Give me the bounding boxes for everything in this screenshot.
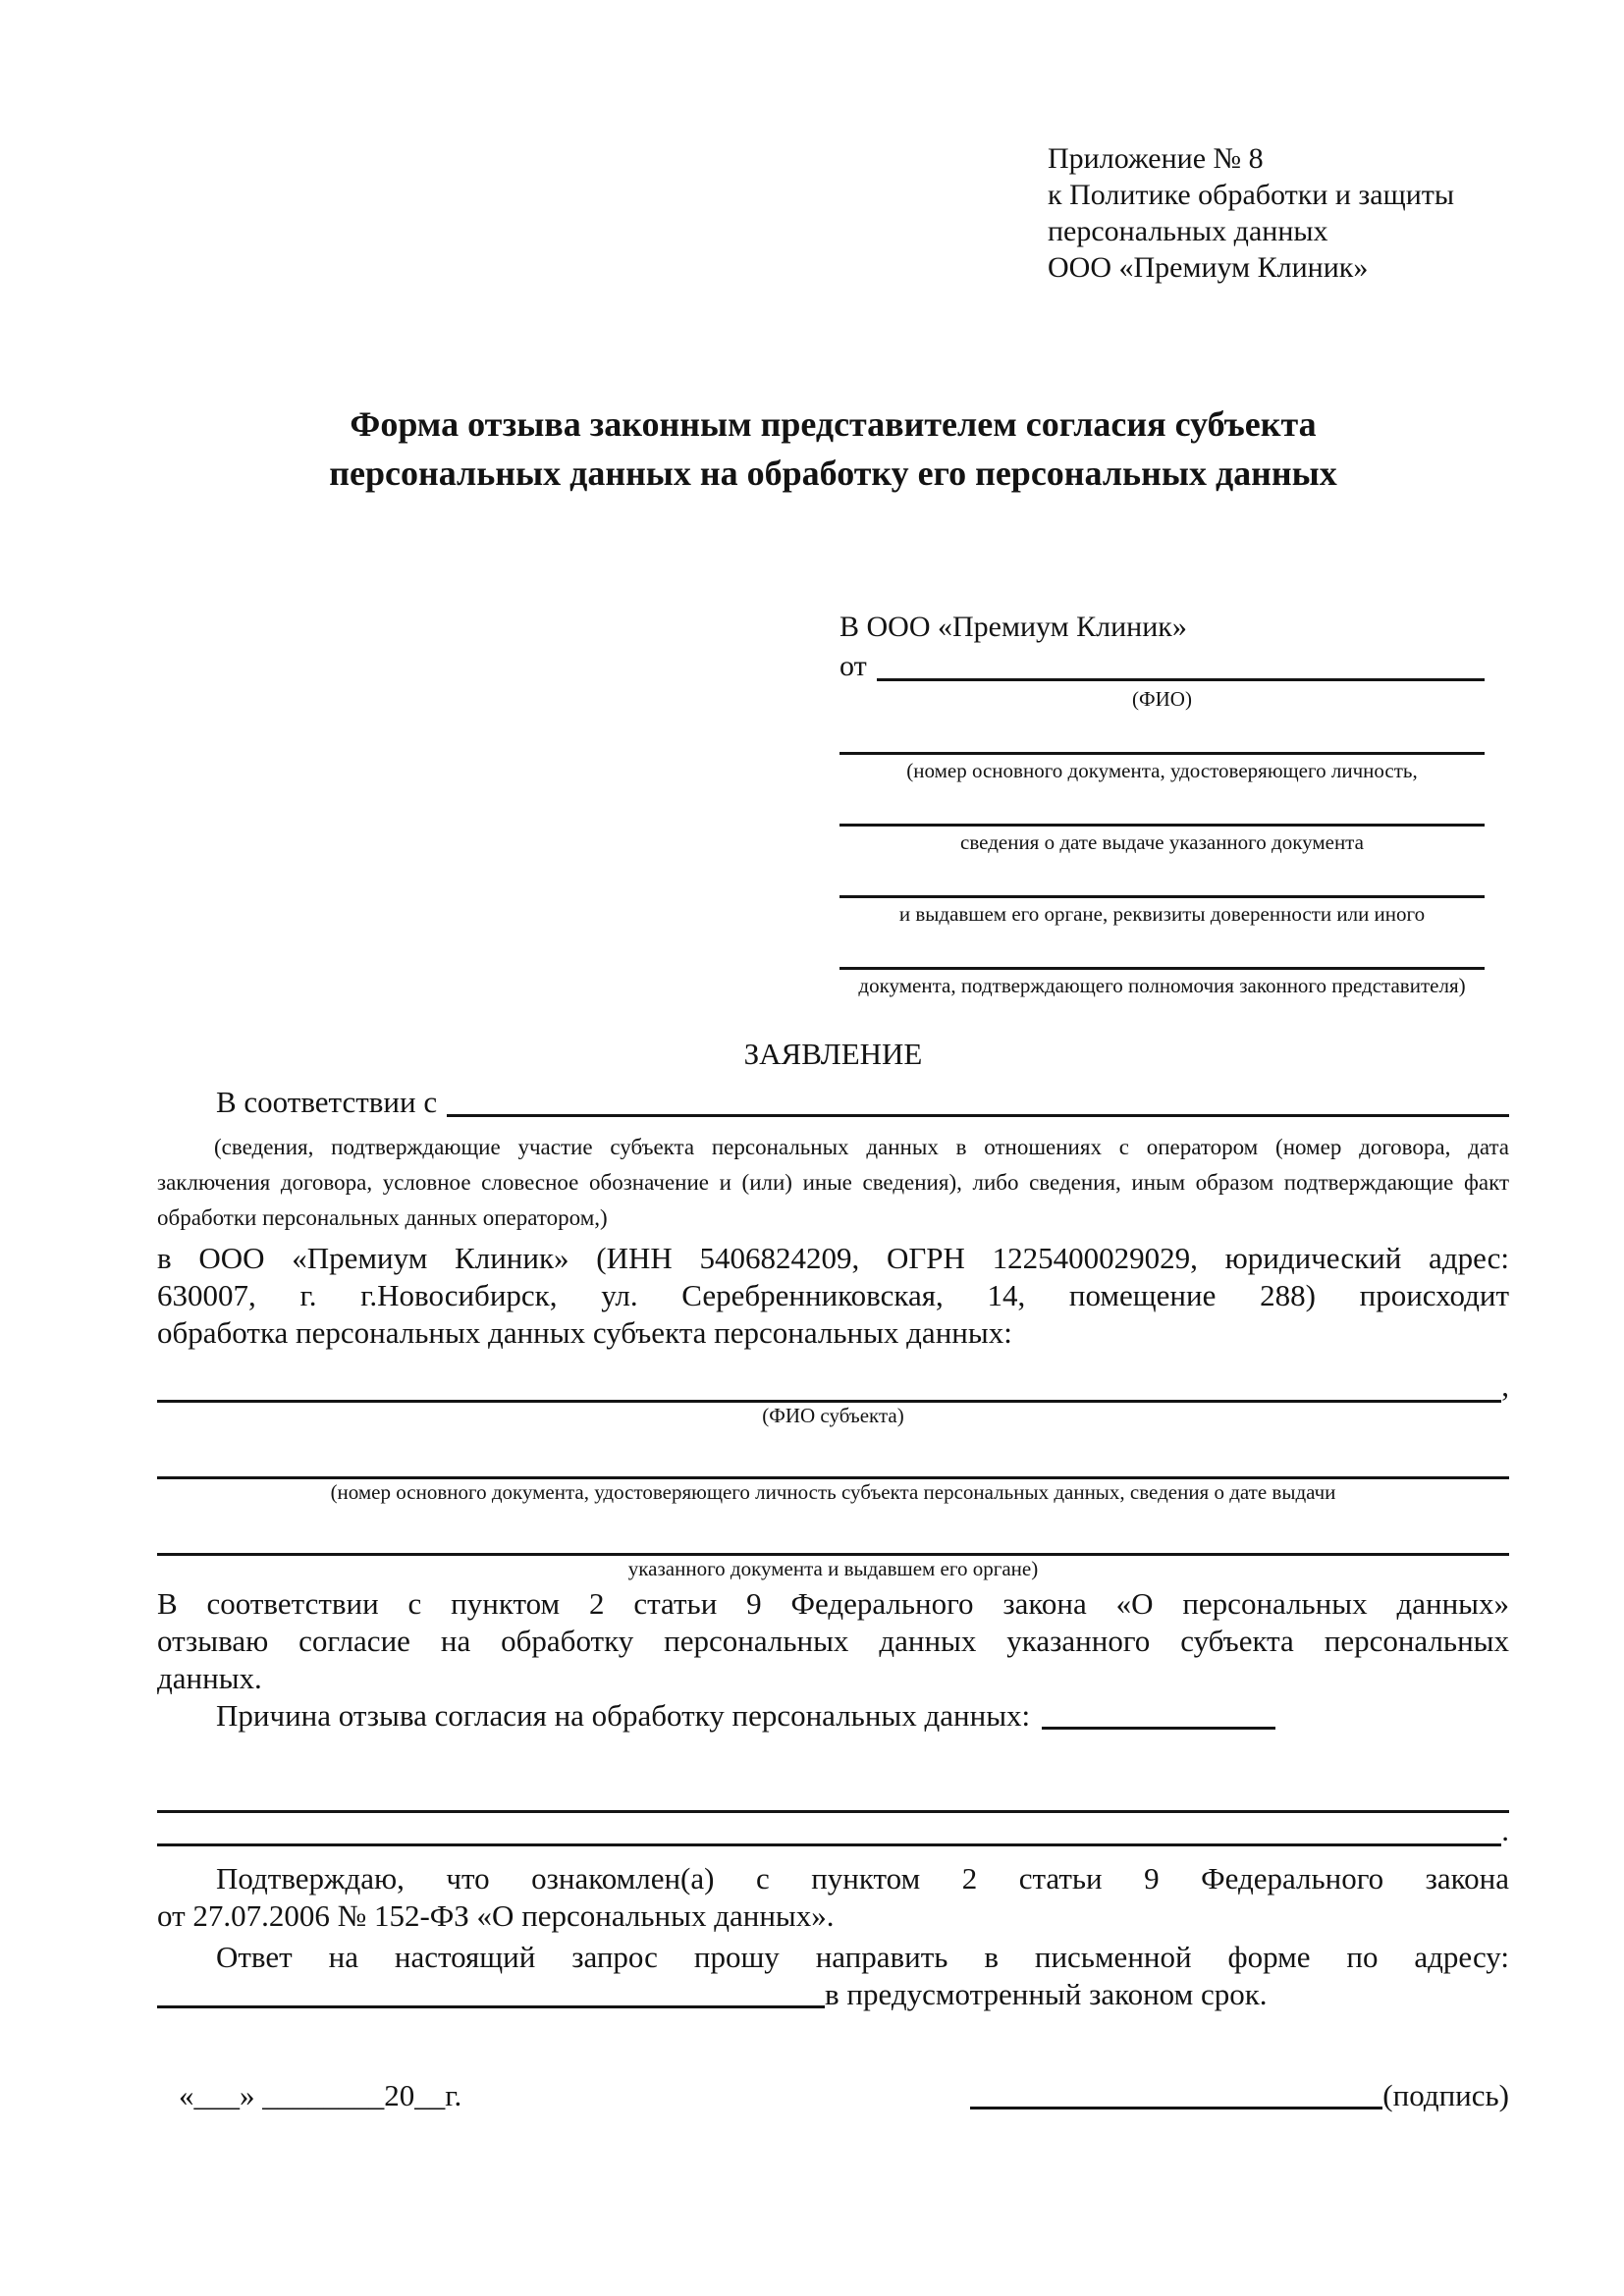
intro-label: В соответствии с — [216, 1085, 438, 1119]
subject-fio-caption: (ФИО субъекта) — [762, 1404, 904, 1427]
intro-row — [157, 1083, 1509, 1122]
blank-caption: документа, подтверждающего полномочия законного представителя) — [858, 974, 1466, 997]
subject-authority-caption: указанного документа и выдавшем его органе) — [627, 1557, 1039, 1580]
blank-line — [157, 1444, 1509, 1479]
blank-line — [839, 938, 1485, 970]
addressee-block — [839, 608, 1485, 998]
subject-authority-row — [157, 1521, 1509, 1556]
paragraph-line: Ответ на настоящий запрос прошу направить в письменной форме по адресу: — [216, 1940, 1509, 1974]
blank-caption: (номер основного документа, удостоверяющего личность, — [906, 759, 1418, 782]
paragraph-line: В соответствии с пунктом 2 статьи 9 Федерального закона «О персональных данных» — [157, 1586, 1509, 1621]
paragraph-line: Подтверждаю, что ознакомлен(а) с пунктом 2 статьи 9 Федерального закона — [216, 1861, 1509, 1896]
operator-paragraph — [157, 1240, 1509, 1352]
intro-caption-paragraph — [157, 1130, 1509, 1236]
paragraph-line: отзываю согласие на обработку персональных данных указанного субъекта персональных — [157, 1624, 1509, 1658]
signature-caption: (подпись) — [1382, 2078, 1509, 2112]
blank-line — [839, 795, 1485, 827]
issue-date-row — [839, 795, 1485, 855]
addressee-from-row — [839, 647, 1485, 686]
comma-suffix: , — [1501, 1368, 1509, 1403]
reason-continuation-line — [157, 1778, 1509, 1813]
caption-line: (сведения, подтверждающие участие субъекта персональных данных в отношениях с оператором (номер договора, дата — [214, 1135, 1509, 1159]
signature-row — [157, 2076, 1509, 2115]
addressee-to: В ООО «Премиум Клиник» — [839, 611, 1187, 643]
period-suffix: . — [1501, 1813, 1509, 1847]
address-blank-line — [157, 1976, 825, 2008]
blank-line — [839, 723, 1485, 755]
response-paragraph — [157, 1939, 1509, 1976]
document-title: Форма отзыва законным представителем согласия субъекта персональных данных на обработку его персональных данных — [329, 404, 1337, 493]
reason-blank-line — [1042, 1697, 1275, 1730]
from-label: от — [839, 650, 867, 682]
paragraph-line: обработка персональных данных субъекта персональных данных: — [157, 1315, 1012, 1350]
date-blank: «___» ________20__г. — [179, 2078, 462, 2112]
reason-continuation-row — [157, 1813, 1509, 1846]
blank-line — [157, 1813, 1501, 1846]
statement-heading: ЗАЯВЛЕНИЕ — [743, 1037, 923, 1071]
subject-document-row — [157, 1444, 1509, 1479]
paragraph-line: данных. — [157, 1661, 262, 1695]
paragraph-line: от 27.07.2006 № 152-ФЗ «О персональных данных». — [157, 1898, 835, 1933]
issuing-authority-row — [839, 867, 1485, 927]
blank-line — [157, 1521, 1509, 1556]
appendix-block — [1048, 140, 1509, 286]
signature-right — [970, 2076, 1509, 2115]
agreement-blank-line — [447, 1083, 1509, 1117]
paragraph-line: 630007, г. г.Новосибирск, ул. Серебренниковская, 14, помещение 288) происходит — [157, 1278, 1509, 1312]
response-address-row — [157, 1976, 1509, 2013]
paragraph-line: в ООО «Премиум Клиник» (ИНН 5406824209, ОГРН 1225400029029, юридический адрес: — [157, 1241, 1509, 1275]
withdrawal-paragraph — [157, 1585, 1509, 1697]
caption-line: заключения договора, условное словесное обозначение и (или) иные сведения), либо сведения, иным образом подтверждающие факт — [157, 1170, 1509, 1195]
appendix-line: ООО «Премиум Клиник» — [1048, 251, 1369, 284]
appendix-line: к Политике обработки и защиты — [1048, 179, 1455, 211]
blank-caption: и выдавшем его органе, реквизиты доверенности или иного — [898, 902, 1426, 926]
authority-document-row — [839, 938, 1485, 998]
acknowledge-paragraph — [157, 1860, 1509, 1935]
appendix-line: Приложение № 8 — [1048, 142, 1264, 175]
fio-blank-line — [877, 647, 1485, 681]
subject-fio-row — [157, 1367, 1509, 1403]
appendix-line: персональных данных — [1048, 215, 1328, 247]
reason-label: Причина отзыва согласия на обработку персональных данных: — [216, 1698, 1031, 1733]
blank-line — [157, 1367, 1501, 1403]
response-suffix: в предусмотренный законом срок. — [825, 1977, 1268, 2011]
caption-line: обработки персональных данных оператором,) — [157, 1205, 608, 1230]
reason-row — [157, 1697, 1509, 1735]
subject-document-caption: (номер основного документа, удостоверяющего личность субъекта персональных данных, сведения о дате выдачи — [330, 1480, 1336, 1504]
signature-blank-line — [970, 2076, 1382, 2109]
document-number-row — [839, 723, 1485, 783]
blank-line — [839, 867, 1485, 898]
blank-caption: сведения о дате выдаче указанного документа — [960, 830, 1364, 854]
fio-caption: (ФИО) — [1132, 687, 1192, 711]
